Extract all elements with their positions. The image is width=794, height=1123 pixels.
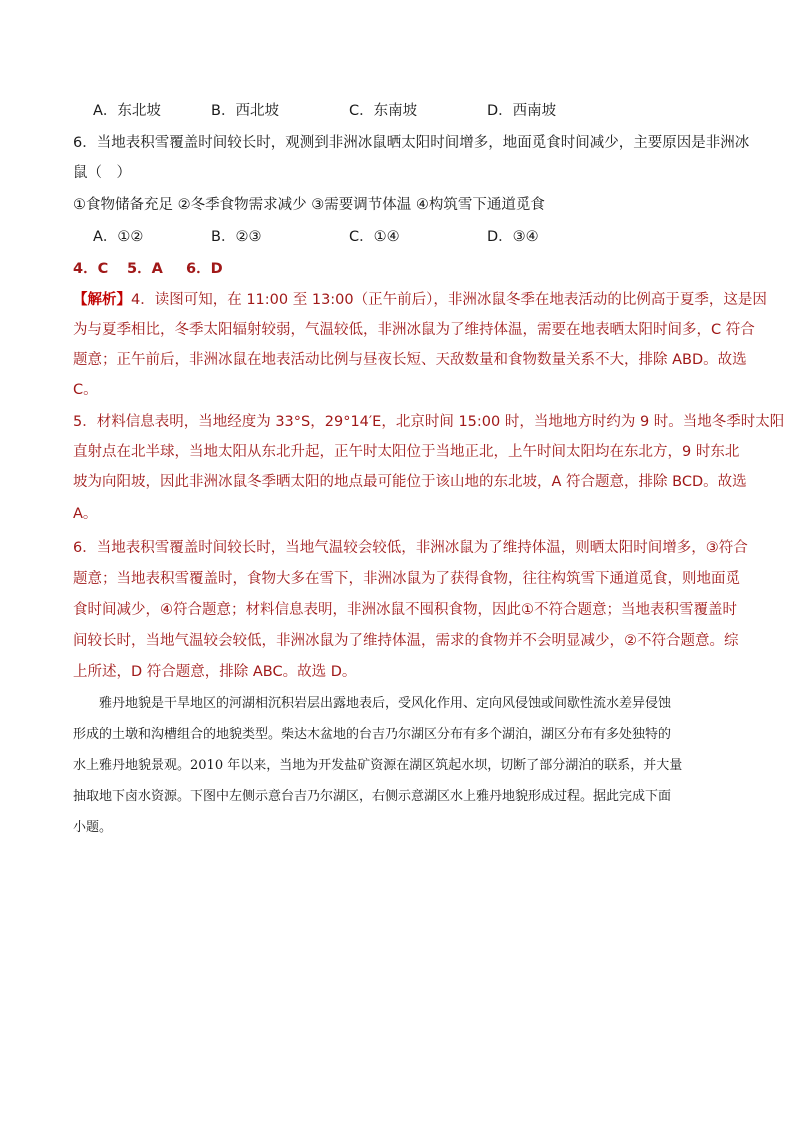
analysis-4-line-3: 题意；正午前后，非洲冰鼠在地表活动比例与昼夜长短、天敌数量和食物数量关系不大，排除 ABD。故选	[73, 352, 747, 368]
answer-key	[73, 259, 733, 279]
q5-option-b: B．西北坡	[211, 103, 279, 119]
material-line-1: 雅丹地貌是干旱地区的河湖相沉积岩层出露地表后，受风化作用、定向风侵蚀或间歇性流水差异侵蚀	[73, 696, 672, 711]
q6-stem-line1: 6．当地表积雪覆盖时间较长时，观测到非洲冰鼠晒太阳时间增多，地面觅食时间减少，主要原因是非洲冰	[73, 135, 750, 151]
material-line-5: 小题。	[73, 820, 113, 835]
q6-options	[93, 227, 753, 247]
material-line-2: 形成的土墩和沟槽组合的地貌类型。柴达木盆地的台吉乃尔湖区分布有多个湖泊，湖区分布有多处独特的	[73, 727, 672, 742]
answer-4: 4．C	[73, 261, 109, 277]
analysis-6-line-5: 上所述，D 符合题意，排除 ABC。故选 D。	[73, 664, 357, 680]
q5-option-d: D．西南坡	[487, 103, 557, 119]
answer-5: 5．A	[127, 261, 163, 277]
q6-option-c: C．①④	[349, 229, 400, 245]
analysis-6-line-4: 间较长时，当地气温较会较低，非洲冰鼠为了维持体温，需求的食物并不会明显减少，②不符合题意。综	[73, 633, 739, 649]
analysis-4-text-1: 4．读图可知，在 11:00 至 13:00（正午前后），非洲冰鼠冬季在地表活动的比例高于夏季，这是因	[131, 292, 767, 308]
q6-stem-line2: 鼠（ ）	[73, 165, 131, 181]
q6-option-b: B．②③	[211, 229, 262, 245]
analysis-4-line-4: C。	[73, 382, 98, 398]
material-line-3: 水上雅丹地貌景观。2010 年以来，当地为开发盐矿资源在湖区筑起水坝，切断了部分湖泊的联系，并大量	[73, 758, 683, 773]
analysis-6-line-3: 食时间减少，④符合题意；材料信息表明，非洲冰鼠不囤积食物，因此①不符合题意；当地表积雪覆盖时	[73, 602, 737, 618]
q6-statements: ①食物储备充足 ②冬季食物需求减少 ③需要调节体温 ④构筑雪下通道觅食	[73, 197, 545, 213]
q5-option-a: A．东北坡	[93, 103, 161, 119]
q5-options	[93, 101, 753, 121]
answer-6: 6．D	[186, 261, 223, 277]
q6-option-d: D．③④	[487, 229, 539, 245]
analysis-6-line-2: 题意；当地表积雪覆盖时，食物大多在雪下，非洲冰鼠为了获得食物，往往构筑雪下通道觅食，则地面觅	[73, 571, 740, 587]
q6-option-a: A．①②	[93, 229, 144, 245]
analysis-tag: 【解析】	[73, 292, 131, 308]
analysis-5-line-1: 5．材料信息表明，当地经度为 33°S，29°14′E，北京时间 15:00 时，当地地方时约为 9 时。当地冬季时太阳	[73, 414, 785, 430]
analysis-5-line-3: 坡为向阳坡，因此非洲冰鼠冬季晒太阳的地点最可能位于该山地的东北坡，A 符合题意，排除 BCD。故选	[73, 474, 747, 490]
analysis-4-line-2: 为与夏季相比，冬季太阳辐射较弱，气温较低，非洲冰鼠为了维持体温，需要在地表晒太阳时间多，C 符合	[73, 322, 755, 338]
analysis-4-line-1	[73, 290, 767, 310]
analysis-6-line-1: 6．当地表积雪覆盖时间较长时，当地气温较会较低，非洲冰鼠为了维持体温，则晒太阳时间增多，③符合	[73, 540, 748, 556]
analysis-5-line-4: A。	[73, 506, 98, 522]
material-line-4: 抽取地下卤水资源。下图中左侧示意台吉乃尔湖区，右侧示意湖区水上雅丹地貌形成过程。据此完成下面	[73, 789, 672, 804]
analysis-5-line-2: 直射点在北半球，当地太阳从东北升起，正午时太阳位于当地正北，上午时间太阳均在东北方，9 时东北	[73, 444, 740, 460]
q5-option-c: C．东南坡	[349, 103, 418, 119]
